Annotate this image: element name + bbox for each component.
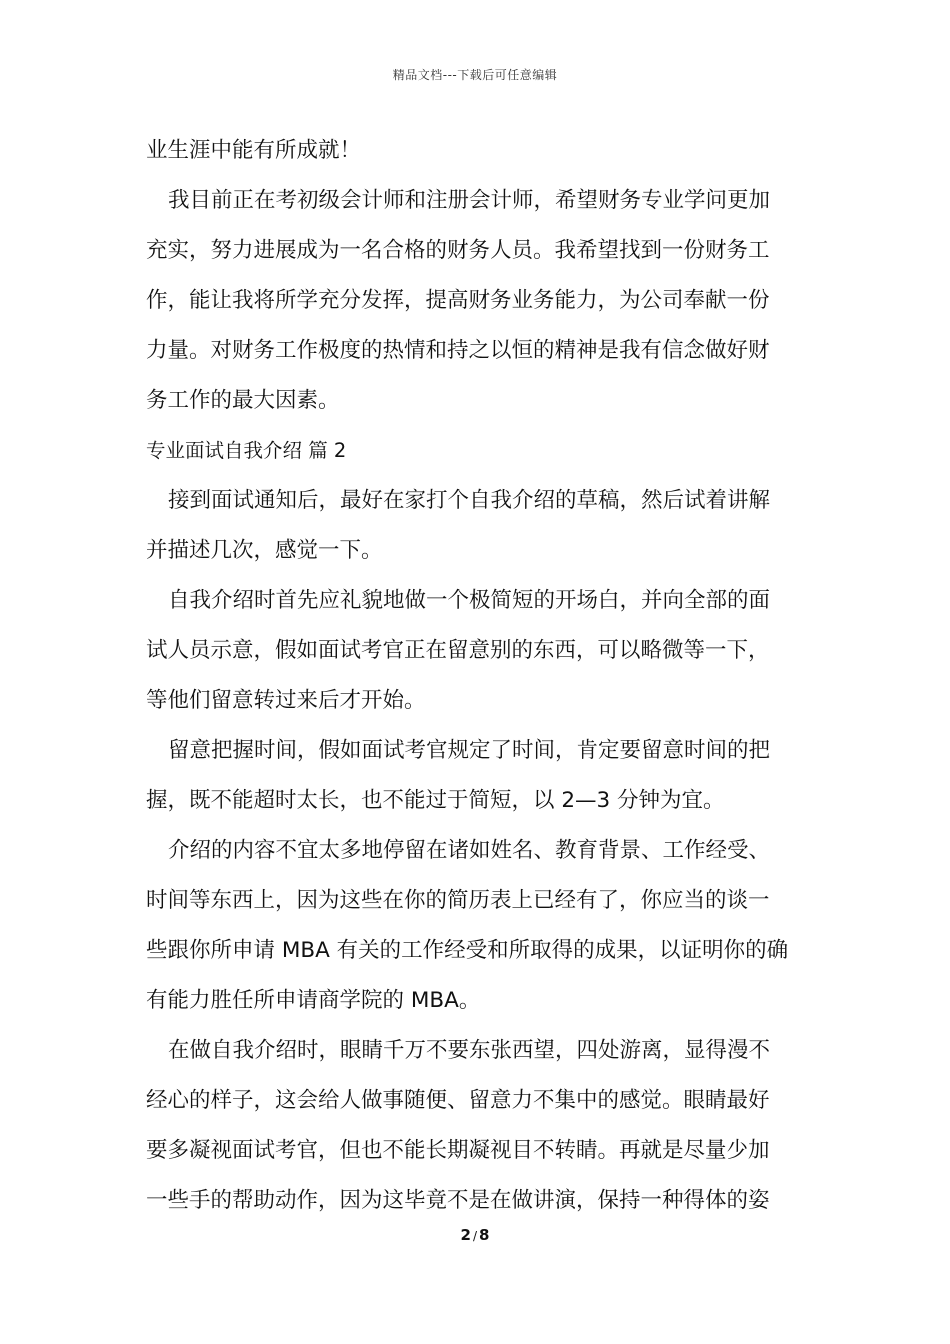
text-line: 经心的样子，这会给人做事随便、留意力不集中的感觉。眼睛最好 bbox=[146, 1088, 770, 1113]
text-line: 我目前正在考初级会计师和注册会计师，希望财务专业学问更加 bbox=[168, 188, 771, 213]
text-line: 等他们留意转过来后才开始。 bbox=[146, 688, 426, 713]
text-line: 留意把握时间，假如面试考官规定了时间，肯定要留意时间的把 bbox=[168, 738, 771, 763]
text-line: 握，既不能超时太长，也不能过于简短，以 2—3 分钟为宜。 bbox=[146, 788, 725, 813]
text-line: 自我介绍时首先应礼貌地做一个极简短的开场白，并向全部的面 bbox=[168, 588, 771, 613]
text-line: 充实，努力进展成为一名合格的财务人员。我希望找到一份财务工 bbox=[146, 238, 770, 263]
total-pages-number: 8 bbox=[479, 1226, 490, 1244]
text-line: 在做自我介绍时，眼睛千万不要东张西望，四处游离，显得漫不 bbox=[168, 1038, 771, 1063]
text-line: 力量。对财务工作极度的热情和持之以恒的精神是我有信念做好财 bbox=[146, 338, 770, 363]
text-line: 一些手的帮助动作，因为这毕竟不是在做讲演，保持一种得体的姿 bbox=[146, 1188, 770, 1213]
text-line: 要多凝视面试考官，但也不能长期凝视目不转睛。再就是尽量少加 bbox=[146, 1138, 770, 1163]
text-line: 时间等东西上，因为这些在你的简历表上已经有了，你应当的谈一 bbox=[146, 888, 770, 913]
section-heading: 专业面试自我介绍 篇 2 bbox=[146, 439, 347, 462]
document-body bbox=[146, 126, 816, 1226]
text-line: 并描述几次，感觉一下。 bbox=[146, 538, 383, 563]
text-line: 些跟你所申请 MBA 有关的工作经受和所取得的成果，以证明你的确 bbox=[146, 938, 789, 963]
text-line: 试人员示意，假如面试考官正在留意别的东西，可以略微等一下， bbox=[146, 638, 770, 663]
page-number bbox=[0, 1226, 950, 1244]
text-line: 有能力胜任所申请商学院的 MBA。 bbox=[146, 988, 481, 1013]
page-header: 精品文档---下载后可任意编辑 bbox=[392, 68, 558, 82]
page-separator: / bbox=[472, 1229, 478, 1243]
text-line: 接到面试通知后，最好在家打个自我介绍的草稿，然后试着讲解 bbox=[168, 488, 771, 513]
text-line: 作，能让我将所学充分发挥，提高财务业务能力，为公司奉献一份 bbox=[146, 288, 770, 313]
current-page-number: 2 bbox=[460, 1226, 471, 1244]
text-line: 介绍的内容不宜太多地停留在诸如姓名、教育背景、工作经受、 bbox=[168, 838, 771, 863]
text-line: 务工作的最大因素。 bbox=[146, 388, 340, 413]
text-line: 业生涯中能有所成就！ bbox=[146, 138, 362, 163]
